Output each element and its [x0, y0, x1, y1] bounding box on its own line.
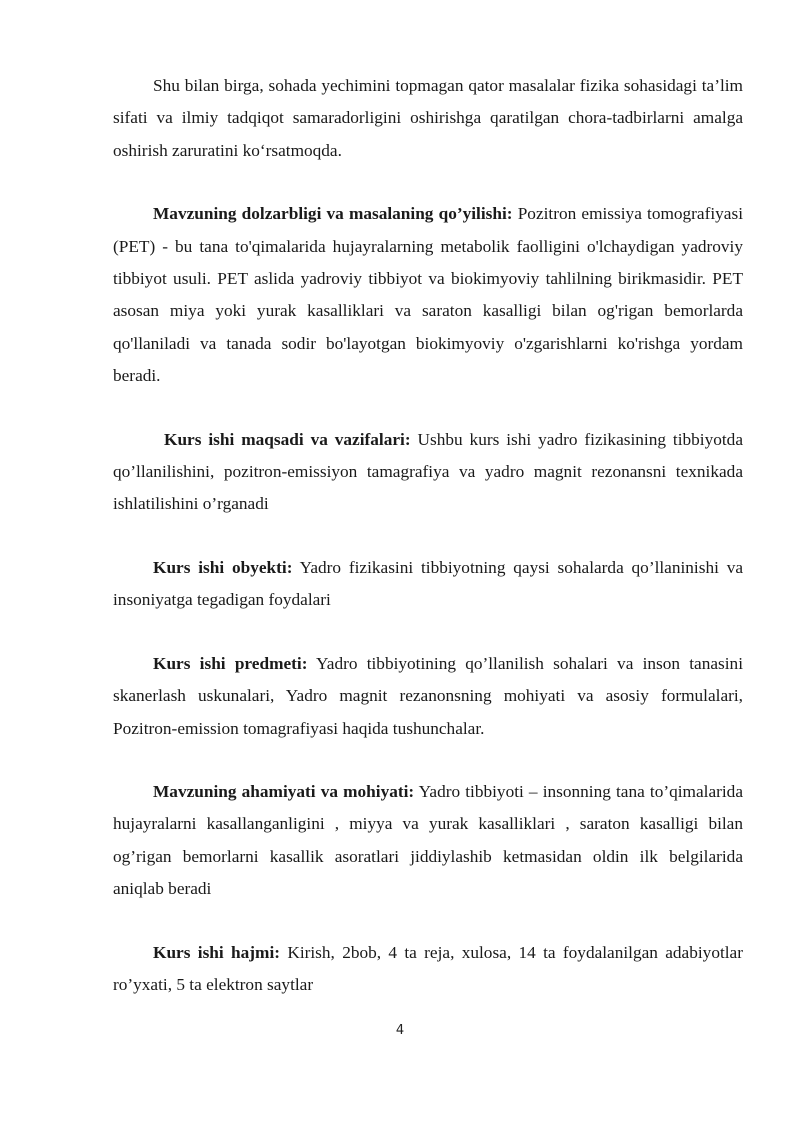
- paragraph-text: Yadro tibbiyoti – insonning tana to’qimalarida hujayralarni kasallanganligini , miyya va yurak kasalliklari , saraton kasalligi bilan og’rigan bemorlarni kasallik asoratlari jiddiylashib ketmasidan oldin ilk belgilarida aniqlab beradi: [113, 781, 743, 899]
- paragraph-heading: Mavzuning ahamiyati va mohiyati:: [153, 781, 415, 801]
- paragraph-significance: [113, 776, 743, 906]
- paragraph-text: Pozitron emissiya tomografiyasi (PET) - bu tana to'qimalarida hujayralarning metabolik faolligini o'lchaydigan yadroviy tibbiyot usuli. PET aslida yadroviy tibbiyot va biokimyoviy tahlilning birikmasidir. PET asosan miya yoki yurak kasalliklari va saraton kasalligi bilan og'rigan bemorlarda qo'llaniladi va tanada sodir bo'layotgan biokimyoviy o'zgarishlarni ko'rishga yordam beradi.: [113, 204, 743, 386]
- paragraph-heading: Kurs ishi hajmi:: [153, 942, 281, 962]
- paragraph-subject: [113, 648, 743, 745]
- paragraph-heading: Kurs ishi maqsadi va vazifalari:: [164, 429, 411, 449]
- paragraph-heading: Kurs ishi predmeti:: [153, 653, 308, 673]
- page-number: 4: [395, 1023, 405, 1038]
- paragraph-goals: [113, 424, 743, 521]
- paragraph-text: Kirish, 2bob, 4 ta reja, xulosa, 14 ta foydalanilgan adabiyotlar ro’yxati, 5 ta elektron saytlar: [113, 942, 743, 994]
- paragraph-heading: Kurs ishi obyekti:: [153, 557, 293, 577]
- paragraph-text: Yadro tibbiyotining qo’llanilish sohalari va inson tanasini skanerlash uskunalari, Yadro magnit rezanonsning mohiyati va asosiy formulalari, Pozitron-emission tomagrafiyasi haqida tushunchalar.: [113, 653, 743, 738]
- paragraph-text: Yadro fizikasini tibbiyotning qaysi sohalarda qo’llaninishi va insoniyatga tegadigan foydalari: [113, 557, 744, 610]
- paragraph-volume: [113, 937, 743, 1002]
- paragraph-text: Ushbu kurs ishi yadro fizikasining tibbiyotda qo’llanilishini, pozitron-emissiyon tamagrafiya va yadro magnit rezonansni texnikada ishlatilishini o’rganadi: [113, 429, 743, 514]
- document-page: [113, 70, 743, 1001]
- paragraph-relevance: [113, 198, 743, 392]
- paragraph-intro: [113, 70, 743, 167]
- paragraph-text: Shu bilan birga, sohada yechimini topmagan qator masalalar fizika sohasidagi ta’lim sifati va ilmiy tadqiqot samaradorligini oshirishga qaratilgan chora-tadbirlarni amalga oshirish zaruratini ko‘rsatmoqda.: [113, 76, 743, 160]
- paragraph-heading: Mavzuning dolzarbligi va masalaning qo’yilishi:: [153, 204, 513, 224]
- paragraph-object: [113, 552, 743, 617]
